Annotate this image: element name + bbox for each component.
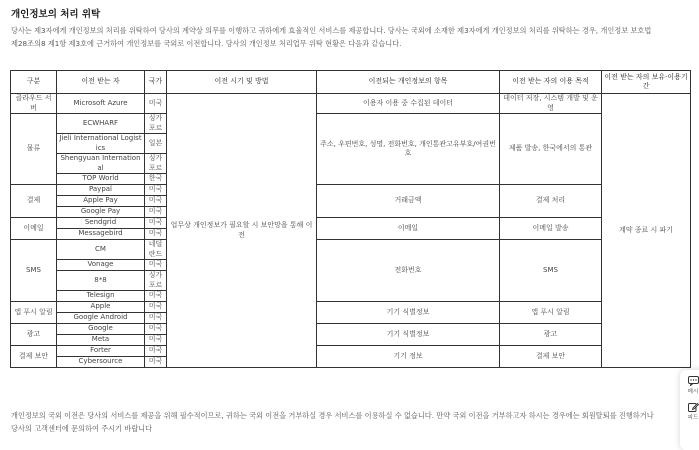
cell-country: 싱가포르 [145,154,167,174]
cell-country: 싱가포르 [145,114,167,134]
cell-purpose: 광고 [500,324,602,346]
table-row [11,302,691,313]
floating-side-widget [680,370,699,450]
table-body [11,94,691,368]
feedback-button[interactable] [684,402,699,421]
cell-country: 미국 [145,260,167,271]
outro-line: 당사의 고객센터에 문의하여 주시기 바랍니다 [11,424,153,433]
cell-recipient: Jieli International Logistics [57,134,145,154]
cell-recipient: Cybersource [57,357,145,368]
cell-country: 미국 [145,324,167,335]
cell-purpose: 결제 처리 [500,185,602,218]
cell-items: 기기 식별정보 [317,324,500,346]
cell-category: 물류 [11,114,57,185]
cell-recipient: Microsoft Azure [57,94,145,114]
cell-country: 싱가포르 [145,271,167,291]
header-category: 구분 [11,71,57,94]
intro-line: 당사는 제3자에게 개인정보의 처리를 위탁하여 당사의 계약상 의무를 이행하고 귀하에게 효율적인 서비스를 제공합니다. 당사는 국외에 소재한 제3자에게 개인정보의 처리를 위탁하는 경우, 개인정보 보호법 [11,26,652,35]
cell-country: 미국 [145,196,167,207]
intro-paragraph [11,24,699,50]
cell-recipient: Apple Pay [57,196,145,207]
cell-recipient: Google [57,324,145,335]
table-row [11,94,691,114]
cell-recipient: Google Android [57,313,145,324]
cell-country: 미국 [145,207,167,218]
cell-country: 네덜란드 [145,240,167,260]
header-country: 국가 [145,71,167,94]
cell-country: 미국 [145,291,167,302]
cell-items: 기기 정보 [317,346,500,368]
cell-category: 광고 [11,324,57,346]
chat-icon [688,376,699,386]
cell-category: 클라우드 서버 [11,94,57,114]
cell-category: 결제 보안 [11,346,57,368]
cell-category: 결제 [11,185,57,218]
cell-items: 이용자 이용 중 수집된 데이터 [317,94,500,114]
cell-recipient: Forter [57,346,145,357]
cell-items: 기기 식별정보 [317,302,500,324]
outro-paragraph [11,409,699,435]
header-transfer-method: 이전 시기 및 방법 [167,71,317,94]
cell-recipient: Vonage [57,260,145,271]
header-recipient: 이전 받는 자 [57,71,145,94]
table-row [11,240,691,260]
cell-retention: 계약 종료 시 파기 [602,94,691,368]
cell-country: 일본 [145,134,167,154]
cell-purpose: 결제 보안 [500,346,602,368]
table-row [11,218,691,229]
cell-recipient: Messagebird [57,229,145,240]
cell-items: 거래금액 [317,185,500,218]
chat-button[interactable] [684,376,699,395]
cell-country: 미국 [145,302,167,313]
cell-country: 미국 [145,218,167,229]
table-row [11,185,691,196]
cell-country: 미국 [145,313,167,324]
cell-recipient: TOP World [57,174,145,185]
chat-label: 메시 [687,389,699,395]
cell-recipient: CM [57,240,145,260]
outro-line: 개인정보의 국외 이전은 당사의 서비스를 제공을 위해 필수적이므로, 귀하는 국외 이전을 거부하실 경우 서비스를 이용하실 수 없습니다. 만약 국외 이전을 거부하고자 하시는 경우에는 회원탈퇴를 진행하거나 [11,411,654,420]
cell-items: 이메일 [317,218,500,240]
cell-purpose: 제품 발송, 한국에서의 통관 [500,114,602,185]
edit-icon [688,402,699,412]
table-row [11,346,691,357]
section-title: 개인정보의 처리 위탁 [11,9,101,20]
feedback-label: 피드 [687,415,699,421]
cell-recipient: ECWHARF [57,114,145,134]
cell-category: 앱 푸시 알림 [11,302,57,324]
cell-recipient: Sendgrid [57,218,145,229]
cell-country: 미국 [145,185,167,196]
cell-country: 미국 [145,94,167,114]
cell-recipient: Shengyuan International [57,154,145,174]
table-header-row [11,71,691,94]
cell-recipient: 8*8 [57,271,145,291]
cell-purpose: 앱 푸시 알림 [500,302,602,324]
table-row [11,324,691,335]
intro-line: 제28조의8 제1항 제3호에 근거하여 개인정보를 국외로 이전합니다. 당사의 개인정보 처리업무 위탁 현황은 다음과 같습니다. [11,39,402,48]
header-purpose: 이전 받는 자의 이용 목적 [500,71,602,94]
cell-country: 미국 [145,229,167,240]
cell-purpose: SMS [500,240,602,302]
cell-recipient: Paypal [57,185,145,196]
table-row [11,114,691,134]
cell-category: 이메일 [11,218,57,240]
cell-purpose: 이메일 발송 [500,218,602,240]
cell-items: 전화번호 [317,240,500,302]
cell-recipient: Google Pay [57,207,145,218]
cell-country: 미국 [145,335,167,346]
cell-purpose: 데이터 저장, 시스템 개발 및 운영 [500,94,602,114]
cell-country: 미국 [145,346,167,357]
header-retention: 이전 받는 자의 보유·이용기간 [602,71,691,94]
cell-recipient: Apple [57,302,145,313]
cell-transfer-method: 업무상 개인정보가 필요할 시 보안망을 통해 이전 [167,94,317,368]
header-items: 이전되는 개인정보의 항목 [317,71,500,94]
cell-recipient: Meta [57,335,145,346]
cell-country: 한국 [145,174,167,185]
cell-recipient: Telesign [57,291,145,302]
cell-category: SMS [11,240,57,302]
cell-country: 미국 [145,357,167,368]
cell-items: 주소, 우편번호, 성명, 전화번호, 개인통관고유부호/여권번호 [317,114,500,185]
consignment-table [10,70,691,368]
